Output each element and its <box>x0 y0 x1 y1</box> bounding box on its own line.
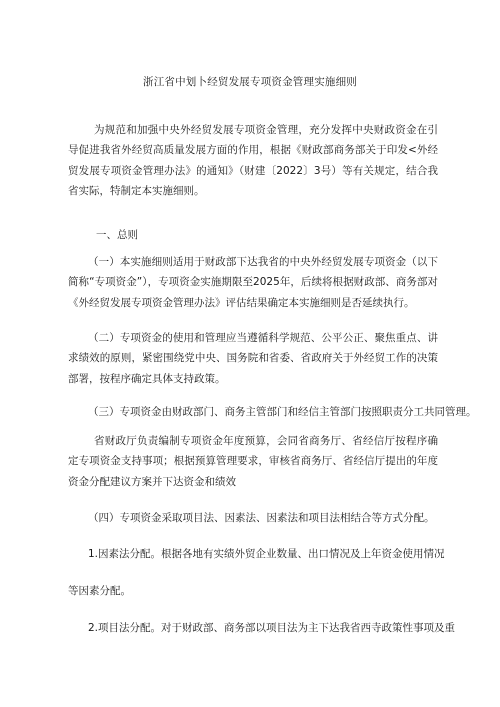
factor-method-line: 1.因素法分配。根据各地有实绩外贸企业数量、出口情况及上年资金使用情况 <box>88 548 445 560</box>
project-method-line: 2.项目法分配。对于财政部、商务部以项目法为主下达我省西寺政策性事项及重 <box>88 622 456 634</box>
article-4-paragraph: （四）专项资金采取项目法、因素法、因素法和项目法相结合等方式分配。 <box>88 512 435 524</box>
factor-method-continuation: 等因素分配。 <box>68 585 131 597</box>
article-2-paragraph: （二）专项资金的使用和管理应当遵循科学规范、公平公正、聚焦重点、讲求绩效的原则，紧密围绕党中央、国务院和省委、省政府关于外经贸工作的决策部署，按程序确定具体支持政策。 <box>68 332 438 385</box>
section-heading-general: 一、总则 <box>96 229 138 241</box>
document-title: 浙江省中划卜经贸发展专项资金管理实施细则 <box>143 76 357 88</box>
article-1-paragraph: （一）本实施细则适用于财政部下达我省的中央外经贸发展专项资金（以下简称“专项资金”），专项资金实施期限至2025年，后续将根据财政部、商务部对《外经贸发展专项资金管理办法》评估结果确定本实施细则是否延续执行。 <box>68 256 438 309</box>
intro-paragraph: 为规范和加强中央外经贸发展专项资金管理，充分发挥中央财政资金在引导促进我省外经贸高质量发展方面的作用，根据《财政部商务部关于印发<外经贸发展专项资金管理办法》的通知》（财建〔2022〕3号）等有关规定，结合我省实际，特制定本实施细则。 <box>68 124 438 197</box>
finance-dept-paragraph: 省财政厅负责编制专项资金年度预算，会同省商务厅、省经信厅按程序确定专项资金支持事项；根据预算管理要求，审核省商务厅、省经信厅提出的年度资金分配建议方案并下达资金和绩效 <box>68 435 438 488</box>
article-3-paragraph: （三）专项资金由财政部门、商务主管部门和经信主管部门按照职责分工共同管理。 <box>88 406 477 418</box>
